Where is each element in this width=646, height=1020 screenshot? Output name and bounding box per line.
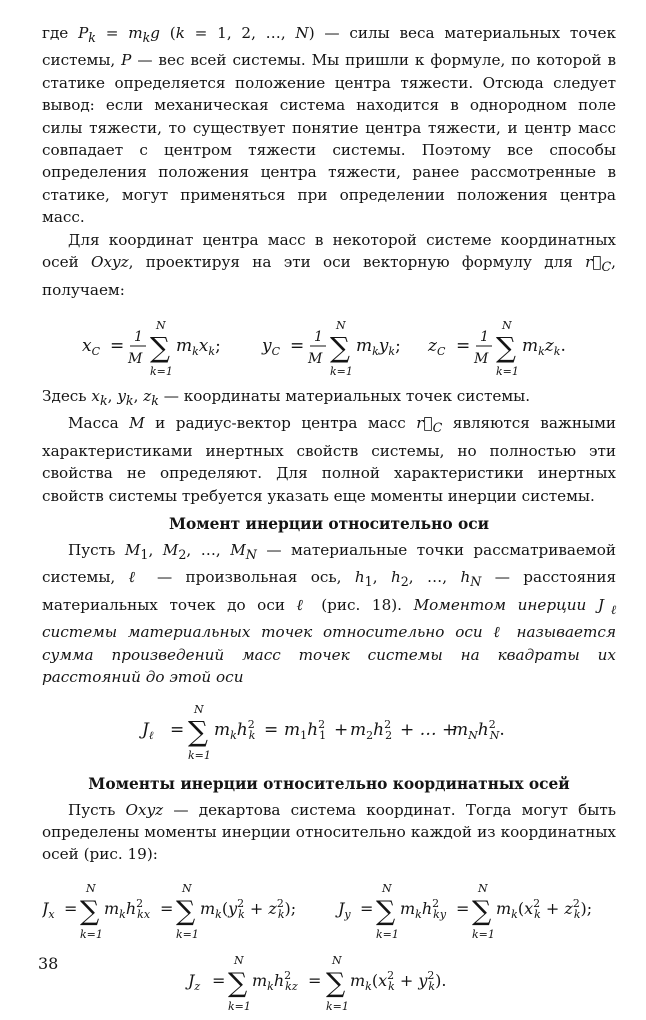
paragraph-1: где $P_k = m_kg$ (k = 1, 2, …, N) — силы веса материальных точек системы, P — вес всей системы. Мы пришли к формуле, по которой в статике определяется положение центра тяжести. Отсюда следует вывод: если механическая система находится в однородном поле силы тяжести, то существует понятие центра тяжести, и центр масс совпадает с центром тяжести системы. Поэтому все способы определения положения центра тяжести, ранее рассмотренные в статике, могут применяться при определении положения центра масс. — [42, 24, 616, 227]
svg-text:N: N — [478, 881, 488, 895]
svg-text:k=1: k=1 — [472, 927, 495, 941]
svg-text:N: N — [382, 881, 392, 895]
svg-text:M: M — [308, 350, 323, 367]
heading-axis-moment: Момент инерции относительно оси — [168, 515, 490, 534]
formula-axis-moment — [42, 693, 616, 767]
svg-text:∑: ∑ — [150, 330, 170, 364]
svg-text:N: N — [332, 953, 342, 967]
svg-text:k=1: k=1 — [176, 927, 199, 941]
svg-text:∑: ∑ — [472, 895, 492, 927]
svg-text:M: M — [474, 350, 489, 367]
formula-center-of-mass — [42, 305, 616, 385]
svg-text:mk(y2k + z2k);: $m_k(y^2$ $k + z^2$ k); — [200, 896, 297, 921]
svg-text:N: N — [502, 318, 512, 332]
page-number: 38 — [38, 954, 59, 973]
svg-text:Jx: $J_x$ — [42, 898, 55, 921]
svg-text:mkh2kz: $m_kh^2$ kz — [252, 968, 298, 993]
svg-text:mk(x2k + z2k);: $m_k(x^2$ $k + z^2$ k); — [496, 896, 593, 921]
svg-text:∑: ∑ — [330, 330, 350, 364]
svg-text:mkzk.: $m_kz_k$. — [522, 335, 566, 358]
paragraph-5: Пусть $M_1$, $M_2$, …, $M_N$ — материальные точки рассматриваемой системы, ℓ — произвольная ось, $h_1$, $h_2$, …, $h_N$ — расстояния материальных точек до оси ℓ (рис. 18). Моментом инерции $J_\ell$ системы материальных точек относительно оси ℓ называется сумма произведений масс точек системы на квадраты их расстояний до этой оси — [42, 541, 617, 687]
svg-text:=: = — [456, 335, 471, 356]
svg-text:1: 1 — [134, 328, 143, 345]
svg-text:=: = — [264, 719, 279, 740]
svg-text:=: = — [290, 335, 305, 356]
svg-text:mkh2k: $m_kh^2$ k — [214, 717, 256, 742]
paragraph-6: Пусть Oxyz — декартова система координат. Тогда могут быть определены моменты инерции относительно каждой из координатных осей (рис. 19): — [42, 800, 616, 864]
svg-text:=: = — [360, 898, 374, 918]
svg-text:N: N — [156, 318, 166, 332]
svg-text:k=1: k=1 — [330, 364, 353, 378]
svg-text:k=1: k=1 — [326, 999, 349, 1013]
svg-text:mNh2N.: $m_Nh^2$ N. — [452, 717, 505, 742]
svg-text:=: = — [308, 970, 322, 990]
svg-text:N: N — [86, 881, 96, 895]
svg-text:=: = — [160, 898, 174, 918]
svg-text:∑: ∑ — [188, 714, 208, 748]
svg-text:=: = — [456, 898, 470, 918]
svg-text:∑: ∑ — [80, 895, 100, 927]
heading-coordinate-axes: Моменты инерции относительно координатных осей — [88, 774, 570, 793]
svg-text:∑: ∑ — [228, 967, 248, 999]
svg-text:+: + — [334, 719, 349, 740]
svg-text:yC: $y_C$ — [262, 335, 281, 358]
svg-text:1: 1 — [480, 328, 489, 345]
svg-text:N: N — [336, 318, 346, 332]
formula-jz — [42, 950, 616, 1016]
svg-text:∑: ∑ — [376, 895, 396, 927]
svg-text:mkh2kx: $m_kh^2$ kx — [104, 896, 151, 921]
svg-text:mk(x2k + y2k).: $m_k(x^2$ $k + y^2$ k). — [350, 968, 447, 993]
formula-jx-jy — [42, 872, 616, 950]
paragraph-3: Здесь $x_k$, $y_k$, $z_k$ — координаты материальных точек системы. — [42, 386, 531, 408]
svg-text:mkyk;: $m_ky_k$; — [356, 335, 401, 358]
paragraph-2: Для координат центра масс в некоторой системе координатных осей Oxyz, проектируя на эти оси векторную формулу для $r⃗_C$, получаем: — [42, 230, 616, 299]
svg-text:k=1: k=1 — [188, 748, 211, 762]
svg-text:∑: ∑ — [176, 895, 196, 927]
svg-text:∑: ∑ — [496, 330, 516, 364]
svg-text:M: M — [128, 350, 143, 367]
svg-text:k=1: k=1 — [150, 364, 173, 378]
svg-text:k=1: k=1 — [376, 927, 399, 941]
svg-text:Jℓ: $J_\ell$ — [142, 719, 154, 742]
svg-text:mkxk;: $m_kx_k$; — [176, 335, 221, 358]
svg-text:=: = — [212, 970, 226, 990]
svg-text:xC: $x_C$ — [82, 335, 101, 358]
svg-text:1: 1 — [314, 328, 323, 345]
paragraph-4: Масса M и радиус-вектор центра масс $r⃗_C$ являются важными характеристиками инертных свойств системы, но полностью эти свойства не определяют. Для полной характеристики инертных свойств системы требуется указать еще моменты инерции системы. — [42, 414, 617, 505]
svg-text:=: = — [110, 335, 125, 356]
svg-text:+ … +: + … + — [400, 719, 457, 740]
svg-text:N: N — [182, 881, 192, 895]
svg-text:N: N — [234, 953, 244, 967]
svg-text:m2h22: $m_2h^2$ 2 — [350, 717, 393, 742]
svg-text:mkh2ky: $m_kh^2$ ky — [400, 896, 447, 921]
svg-text:k=1: k=1 — [80, 927, 103, 941]
svg-text:=: = — [170, 719, 185, 740]
svg-text:N: N — [194, 702, 204, 716]
svg-text:Jy: $J_y$ — [338, 898, 351, 921]
svg-text:k=1: k=1 — [228, 999, 251, 1013]
svg-text:zC: $z_C$ — [428, 335, 446, 358]
svg-text:=: = — [64, 898, 78, 918]
page-content — [42, 22, 616, 1016]
svg-text:k=1: k=1 — [496, 364, 519, 378]
svg-text:Jz: $J_z$ — [188, 970, 201, 993]
svg-text:m1h21: $m_1h^2$ 1 — [284, 717, 327, 742]
svg-text:∑: ∑ — [326, 967, 346, 999]
